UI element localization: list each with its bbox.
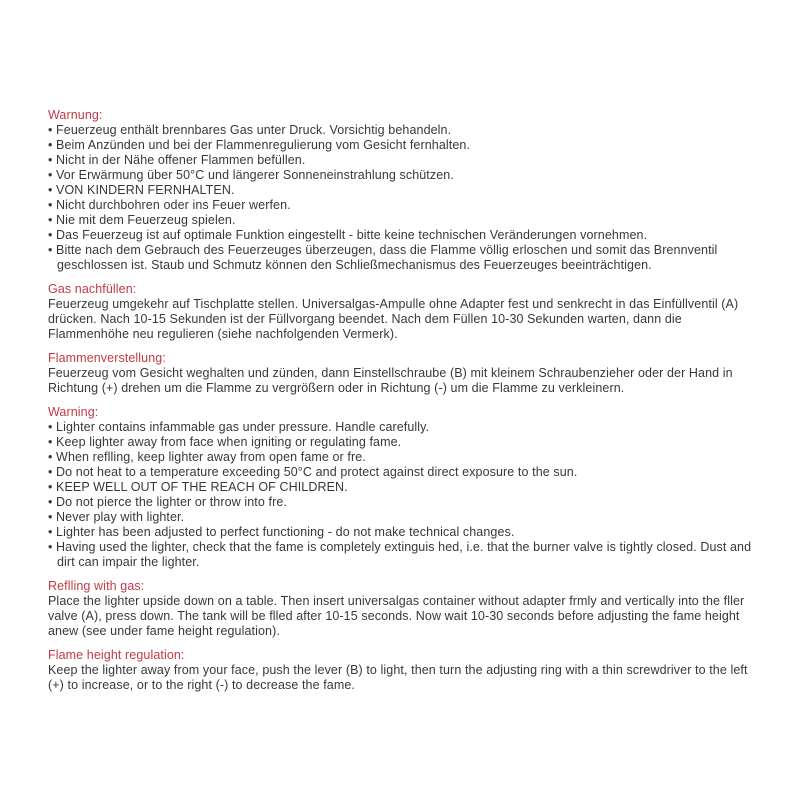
section-heading-warnung-de: Warnung: xyxy=(48,108,103,122)
section-flammenverstellung xyxy=(48,351,762,396)
section-heading-flammenverstellung: Flammenverstellung: xyxy=(48,351,166,365)
warnung-de-item: • Nicht in der Nähe offener Flammen befüllen. xyxy=(48,153,306,167)
section-gas-nachfuellen xyxy=(48,282,762,342)
warnung-de-item: • Vor Erwärmung über 50°C und längerer Sonneneinstrahlung schützen. xyxy=(48,168,454,182)
warning-en-item: • Keep lighter away from face when igniting or regulating fame. xyxy=(48,435,402,449)
warnung-de-item: • Beim Anzünden und bei der Flammenregulierung vom Gesicht fernhalten. xyxy=(48,138,471,152)
section-heading-gas-nachfuellen: Gas nachfüllen: xyxy=(48,282,137,296)
section-heading-refilling-with-gas: Reflling with gas: xyxy=(48,579,145,593)
warning-en-item: • Lighter contains infammable gas under pressure. Handle carefully. xyxy=(48,420,430,434)
section-refilling-with-gas xyxy=(48,579,762,639)
warning-en-item: • Do not heat to a temperature exceeding 50°C and protect against direct exposure to the sun. xyxy=(48,465,578,479)
warnung-de-item: • Das Feuerzeug ist auf optimale Funktion eingestellt - bitte keine technischen Veränderungen vornehmen. xyxy=(48,228,648,242)
refilling-with-gas-text: Place the lighter upside down on a table. Then insert universalgas container without adapter frmly and vertically into the fller valve (A), press down. The tank will be flled after 10-15 seconds. Now wait 10-30 seconds before adjusting the fame height anew (see under fame height regulation). xyxy=(48,594,745,638)
section-heading-flame-height-regulation: Flame height regulation: xyxy=(48,648,185,662)
section-heading-warning-en: Warning: xyxy=(48,405,99,419)
warnung-de-item: • VON KINDERN FERNHALTEN. xyxy=(48,183,235,197)
warning-en-item: • Do not pierce the lighter or throw into fre. xyxy=(48,495,287,509)
warnung-de-item: • Bitte nach dem Gebrauch des Feuerzeuges überzeugen, dass die Flamme völlig erloschen und somit das Brennventil geschlossen ist. Staub und Schmutz können den Schließmechanismus des Feuerzeuges beeinträchtigen. xyxy=(48,243,718,272)
warnung-de-item: • Nie mit dem Feuerzeug spielen. xyxy=(48,213,236,227)
flammenverstellung-text: Feuerzeug vom Gesicht weghalten und zünden, dann Einstellschraube (B) mit kleinem Schraubenzieher oder der Hand in Richtung (+) drehen um die Flamme zu vergrößern oder in Richtung (-) um die Flamme zu verkleinern. xyxy=(48,366,733,395)
warning-en-item: • Lighter has been adjusted to perfect functioning - do not make technical changes. xyxy=(48,525,515,539)
section-flame-height-regulation xyxy=(48,648,762,693)
flame-height-regulation-text: Keep the lighter away from your face, push the lever (B) to light, then turn the adjusting ring with a thin screwdriver to the left (+) to increase, or to the right (-) to decrease the fame. xyxy=(48,663,748,692)
warning-en-item: • Having used the lighter, check that the fame is completely extinguis hed, i.e. that the burner valve is tightly closed. Dust and dirt can impair the lighter. xyxy=(48,540,752,569)
warning-en-item: • KEEP WELL OUT OF THE REACH OF CHILDREN. xyxy=(48,480,348,494)
warning-en-item: • Never play with lighter. xyxy=(48,510,185,524)
warnung-de-item: • Nicht durchbohren oder ins Feuer werfen. xyxy=(48,198,291,212)
section-warnung-de xyxy=(48,108,762,273)
instruction-text-block xyxy=(48,108,762,693)
gas-nachfuellen-text: Feuerzeug umgekehr auf Tischplatte stellen. Universalgas-Ampulle ohne Adapter fest und senkrecht in das Einfüllventil (A) drücken. Nach 10-15 Sekunden ist der Füllvorgang beendet. Nach dem Füllen 10-30 Sekunden warten, dann die Flammenhöhe neu regulieren (siehe nachfolgenden Vermerk). xyxy=(48,297,739,341)
warnung-de-item: • Feuerzeug enthält brennbares Gas unter Druck. Vorsichtig behandeln. xyxy=(48,123,452,137)
section-warning-en xyxy=(48,405,762,570)
warning-en-item: • When reflling, keep lighter away from open fame or fre. xyxy=(48,450,366,464)
